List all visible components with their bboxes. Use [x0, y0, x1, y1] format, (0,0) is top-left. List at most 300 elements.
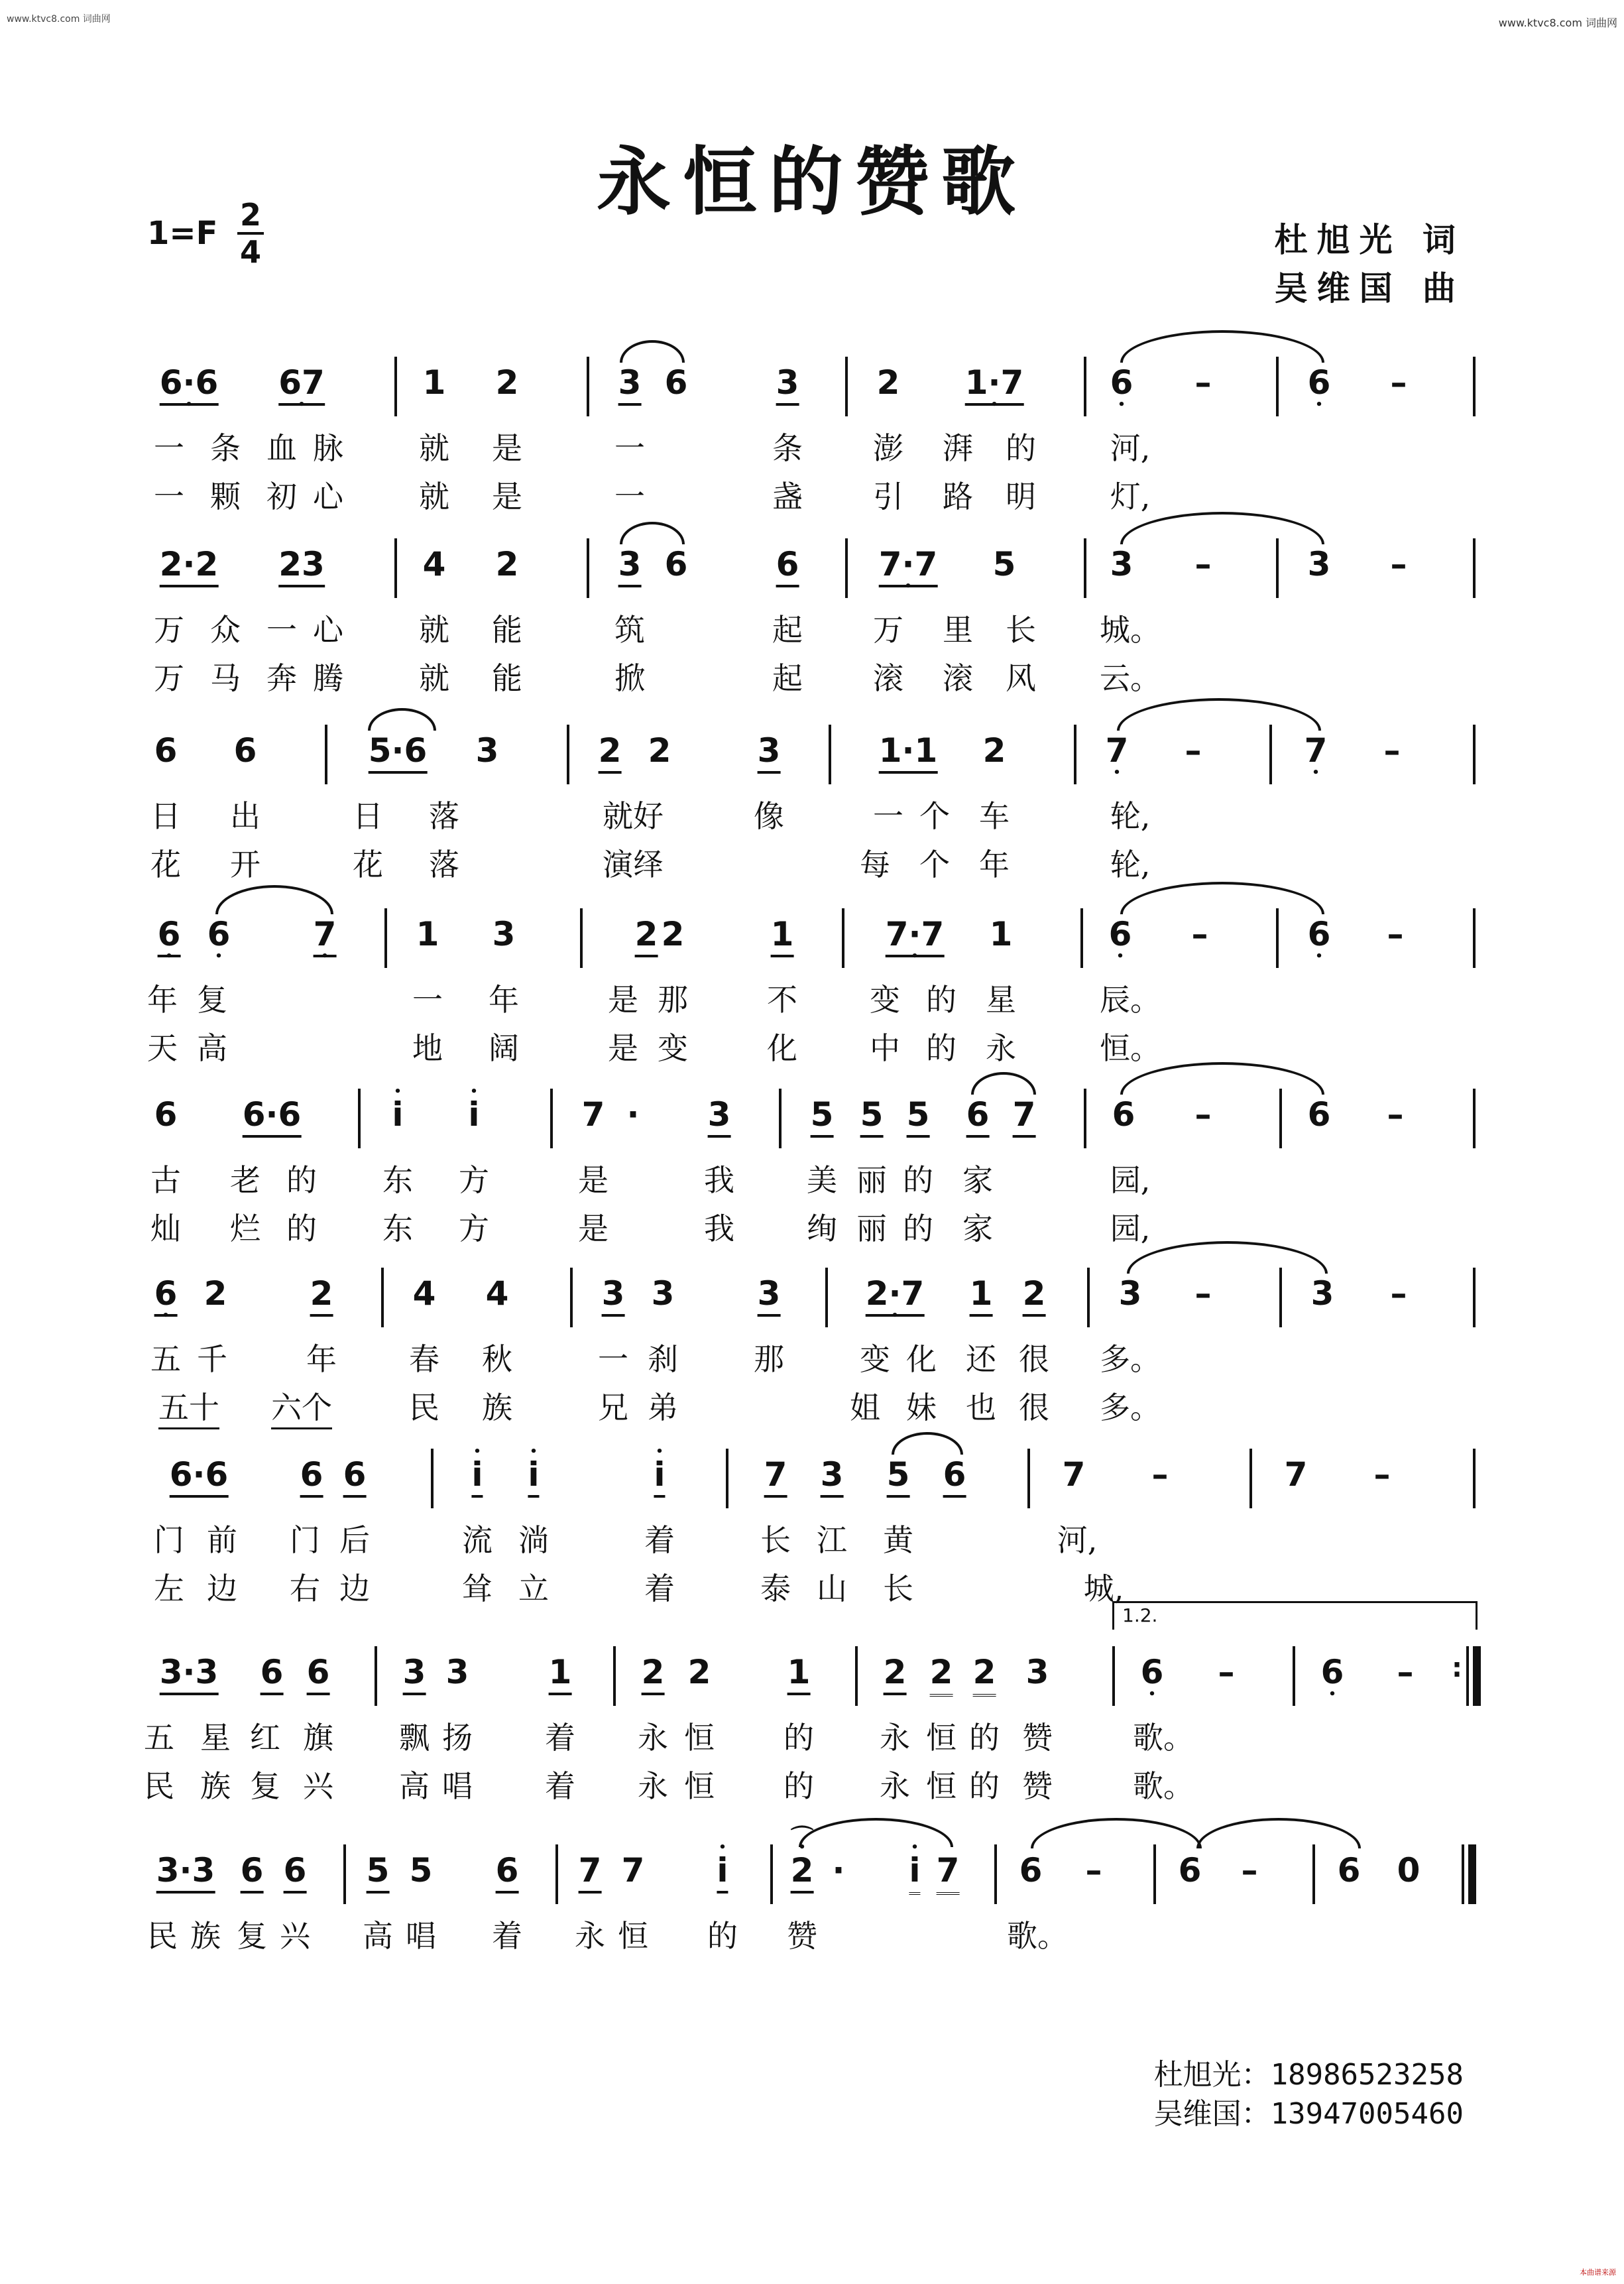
lyric: 的 [969, 1768, 1000, 1804]
lyric: 起 [772, 612, 803, 648]
time-top: 2 [239, 197, 261, 233]
lyric: 云。 [1100, 660, 1161, 696]
lyric: 就 [419, 479, 449, 514]
barline [1462, 1844, 1464, 1904]
barline [1276, 908, 1279, 968]
lyric: 家 [962, 1162, 993, 1198]
note: 6 [343, 1455, 367, 1498]
note: 1 [422, 363, 446, 402]
barline [1293, 1646, 1295, 1706]
lyric: 年 [306, 1341, 337, 1377]
lyric: 心 [313, 612, 343, 648]
lyric: 血 [266, 430, 297, 466]
lyric: 年 [489, 982, 519, 1018]
barline [855, 1646, 858, 1706]
barline [1084, 357, 1086, 416]
lyric: 左 [154, 1571, 184, 1606]
notes-line [0, 363, 1624, 416]
lyric: 边 [207, 1571, 237, 1606]
lyric: 还 [966, 1341, 996, 1377]
note: 3 [1307, 545, 1331, 583]
lyric: 歌。 [1133, 1720, 1194, 1756]
barline [1153, 1844, 1156, 1904]
lyric: 的 [286, 1162, 317, 1198]
system-5 [0, 1095, 1624, 1281]
barline [375, 1646, 377, 1706]
notes-line [0, 545, 1624, 598]
lyric: 中 [870, 1030, 900, 1066]
barline [555, 1844, 558, 1904]
lyric: 唱 [406, 1918, 436, 1954]
lyric: 园, [1110, 1162, 1151, 1198]
lyric: 车 [979, 798, 1010, 834]
note: 3 [776, 363, 799, 406]
lyric: 的 [1006, 430, 1036, 466]
note: 6 • [1321, 1653, 1344, 1691]
note: 7 • [314, 915, 337, 957]
note: · [626, 1095, 640, 1134]
lyric: 花 [150, 847, 181, 882]
lyric: 赞 [1022, 1720, 1053, 1756]
final-barline [1468, 1844, 1476, 1904]
note: 3 [821, 1455, 844, 1498]
lyric: 恒 [618, 1918, 648, 1954]
note: 6 [943, 1455, 966, 1498]
note: 2 [1023, 1274, 1046, 1317]
lyric: 边 [339, 1571, 370, 1606]
note: – [1373, 1455, 1391, 1494]
lyric: 五 [150, 1341, 181, 1377]
lyric: 一 [266, 612, 297, 648]
note: – [1390, 1274, 1407, 1313]
lyric: 恒 [684, 1720, 715, 1756]
lyric: 一 [154, 479, 184, 514]
note: 4 [422, 545, 446, 583]
notes-line [0, 915, 1624, 968]
lyric: 就好 [603, 798, 664, 834]
lyric: 化 [767, 1030, 797, 1066]
lyric: 一 [154, 430, 184, 466]
note: 3 [1118, 1274, 1142, 1313]
note: • i [528, 1455, 539, 1498]
lyric: 永 [880, 1768, 910, 1804]
lyric: 弟 [648, 1390, 678, 1425]
lyric: 高 [197, 1030, 227, 1066]
lyric: 演绎 [603, 847, 664, 882]
note: 7 • [1305, 731, 1328, 770]
note: – [1191, 915, 1208, 953]
barline [845, 357, 848, 416]
lyric: 立 [518, 1571, 549, 1606]
system-2 [0, 545, 1624, 731]
lyric: 高 [363, 1918, 393, 1954]
note: 7 [581, 1095, 605, 1134]
note: 5 [907, 1095, 930, 1138]
lyric: 年 [147, 982, 178, 1018]
barline [325, 725, 327, 784]
note: 1·7 • [965, 363, 1024, 406]
volta-label: 1.2. [1122, 1604, 1158, 1626]
lyric: 门 [154, 1522, 184, 1558]
lyric: 盏 [772, 479, 803, 514]
note: 6 [776, 545, 799, 587]
note: 7 [579, 1851, 602, 1893]
lyric: 的 [707, 1918, 738, 1954]
system-8 [0, 1604, 1624, 1838]
lyric: 五十 [158, 1384, 219, 1429]
lyric: 复 [197, 982, 227, 1018]
note: 6 • [1109, 915, 1132, 953]
lyric: 澎 [873, 430, 903, 466]
note: 0 [1397, 1851, 1421, 1890]
time-signature [237, 199, 264, 268]
lyric: 红 [250, 1720, 280, 1756]
note: 2 [648, 731, 671, 770]
note: – [1390, 545, 1407, 583]
lyric: 丽 [856, 1211, 887, 1246]
lyric: 山 [817, 1571, 847, 1606]
lyric: 五 [144, 1720, 174, 1756]
note: 2 [687, 1653, 711, 1691]
note: 6 [284, 1851, 307, 1893]
lyric: 东 [382, 1162, 413, 1198]
note: 7 [1013, 1095, 1036, 1138]
lyric: 那 [754, 1341, 784, 1377]
lyric: 着 [545, 1720, 575, 1756]
lyric: 日 [353, 798, 383, 834]
note: 3·3 [160, 1653, 219, 1695]
lyric: 永 [638, 1720, 668, 1756]
note: 6 [154, 1095, 178, 1134]
volta-bracket [1112, 1601, 1478, 1630]
lyric: 兴 [280, 1918, 310, 1954]
lyric: 美 [807, 1162, 837, 1198]
lyric: 开 [230, 847, 261, 882]
lyric: 淌 [518, 1522, 549, 1558]
lyric: 心 [313, 479, 343, 514]
lyric: 烂 [230, 1211, 261, 1246]
lyric: 灿 [150, 1211, 181, 1246]
lyric: 变 [860, 1341, 890, 1377]
lyric: 落 [429, 798, 459, 834]
note: 1 [771, 915, 794, 957]
lyric: 一 [412, 982, 443, 1018]
lyric: 也 [966, 1390, 996, 1425]
lyric: 滚 [943, 660, 973, 696]
lyric: 河, [1057, 1522, 1098, 1558]
note: 2·7 • [866, 1274, 925, 1317]
lyric: 起 [772, 660, 803, 696]
note: – [1194, 1095, 1212, 1134]
barline [587, 538, 589, 598]
lyric: 老 [230, 1162, 261, 1198]
system-1 [0, 363, 1624, 549]
lyric: 多。 [1100, 1390, 1161, 1425]
lyric: 赞 [787, 1918, 817, 1954]
note: 6 [307, 1653, 330, 1695]
note: 7 [764, 1455, 787, 1498]
barline [1074, 725, 1076, 784]
lyric: 是 [578, 1162, 609, 1198]
lyric: 扬 [442, 1720, 473, 1756]
lyric: 就 [419, 660, 449, 696]
lyric: 的 [286, 1211, 317, 1246]
note: 2 [930, 1653, 953, 1697]
site-watermark-right: www.ktvc8.com 词曲网 [1498, 17, 1617, 29]
note: 6 [664, 545, 688, 583]
barline [1276, 538, 1279, 598]
lyric: 一 [614, 479, 645, 514]
lyric: 园, [1110, 1211, 1151, 1246]
lyric: 万 [873, 612, 903, 648]
note: 7 • [1106, 731, 1129, 770]
lyric: 就 [419, 612, 449, 648]
lyric: 像 [754, 798, 784, 834]
lyric: 唱 [442, 1768, 473, 1804]
lyric: 是 [608, 982, 638, 1018]
lyric: 明 [1006, 479, 1036, 514]
note: – [1241, 1851, 1258, 1890]
lyric: 秋 [482, 1341, 512, 1377]
note: 6 [664, 363, 688, 402]
lyric: 兴 [303, 1768, 333, 1804]
lyric: 一 [598, 1341, 628, 1377]
note: 2 [635, 915, 658, 957]
lyric: 很 [1019, 1390, 1049, 1425]
barline [1473, 1089, 1476, 1148]
lyric: 腾 [313, 660, 343, 696]
note: 2 [203, 1274, 227, 1313]
barline [1312, 1844, 1315, 1904]
note: 6 • [207, 915, 231, 953]
notes-line [0, 1851, 1624, 1904]
lyric: 花 [353, 847, 383, 882]
note: 2 [876, 363, 900, 402]
lyric: 城, [1083, 1571, 1124, 1606]
lyric: 绚 [807, 1211, 837, 1246]
lyric: 我 [704, 1162, 734, 1198]
note: 7 [1062, 1455, 1086, 1494]
lyric: 长 [1006, 612, 1036, 648]
note: – [1387, 915, 1404, 953]
note: – [1387, 1095, 1404, 1134]
lyric: 恒 [684, 1768, 715, 1804]
lyric: 姐 [850, 1390, 880, 1425]
note: 3 [651, 1274, 675, 1313]
note: 6 • [154, 1274, 178, 1317]
lyric: 永 [638, 1768, 668, 1804]
note: 2 [495, 363, 519, 402]
site-watermark-left: www.ktvc8.com 词曲网 [7, 14, 111, 25]
note: 3 [1025, 1653, 1049, 1691]
barline [580, 908, 583, 968]
lyric: 地 [412, 1030, 443, 1066]
note: 5 [992, 545, 1016, 583]
note: 7·7 • [879, 545, 938, 587]
lyric: 一 [614, 430, 645, 466]
system-6 [0, 1274, 1624, 1460]
lyric: 城。 [1100, 612, 1161, 648]
lyric: 是 [492, 479, 522, 514]
note: 67 • [278, 363, 325, 406]
system-4 [0, 915, 1624, 1101]
barline [726, 1449, 728, 1508]
lyric: 的 [783, 1768, 814, 1804]
lyric: 的 [969, 1720, 1000, 1756]
contact-composer: 吴维国：13947005460 [1153, 2097, 1464, 2131]
note: 1 [989, 915, 1013, 953]
lyric: 族 [482, 1390, 512, 1425]
lyric: 我 [704, 1211, 734, 1246]
note: 7 [621, 1851, 645, 1890]
notes-line [0, 1455, 1624, 1508]
lyric: 民 [147, 1918, 178, 1954]
note: • 2 [791, 1851, 814, 1893]
lyric: 门 [290, 1522, 320, 1558]
note: – [1194, 363, 1212, 402]
lyric: 落 [429, 847, 459, 882]
notes-line [0, 731, 1624, 784]
note: 6 • [1110, 363, 1133, 402]
note: 6 • [1141, 1653, 1164, 1691]
lyric: 那 [658, 982, 688, 1018]
note: 5·6 [369, 731, 428, 774]
lyric: 一 [873, 798, 903, 834]
barline [1473, 538, 1476, 598]
lyric: 的 [903, 1211, 933, 1246]
lyric: 族 [200, 1768, 231, 1804]
lyric: 变 [658, 1030, 688, 1066]
note: • i [471, 1455, 483, 1498]
lyric: 民 [409, 1390, 439, 1425]
key-signature: 1=F [147, 215, 218, 252]
lyric: 马 [210, 660, 241, 696]
lyric: 路 [943, 479, 973, 514]
barline [994, 1844, 997, 1904]
note: 5 [811, 1095, 834, 1138]
note: – [1383, 731, 1401, 770]
lyric: 天 [147, 1030, 178, 1066]
note: 6 [233, 731, 257, 770]
lyric: 是 [492, 430, 522, 466]
barline [1084, 1089, 1086, 1148]
lyric: 多。 [1100, 1341, 1161, 1377]
lyric: 恒 [926, 1720, 957, 1756]
barline [1279, 1268, 1282, 1327]
note: 5 [409, 1851, 433, 1890]
lyric: 辰。 [1100, 982, 1161, 1018]
note: 6 [966, 1095, 990, 1138]
note: 5 [887, 1455, 910, 1498]
lyric: 恒 [926, 1768, 957, 1804]
barline [845, 538, 848, 598]
note: 2 [495, 545, 519, 583]
note: – [1218, 1653, 1235, 1691]
note: 1 [970, 1274, 993, 1317]
barline [1466, 1646, 1469, 1706]
note: • i [909, 1851, 920, 1895]
note: 1·1 [879, 731, 938, 774]
lyric: 年 [979, 847, 1010, 882]
lyric: 家 [962, 1211, 993, 1246]
barline [587, 357, 589, 416]
note: 6·6 [243, 1095, 302, 1138]
note: • i [392, 1095, 403, 1134]
lyric: 妹 [906, 1390, 937, 1425]
note: 3·3 [156, 1851, 215, 1893]
lyric: 初 [266, 479, 297, 514]
note: 3 [1310, 1274, 1334, 1313]
lyric: 东 [382, 1211, 413, 1246]
lyric: 里 [943, 612, 973, 648]
barline [1473, 357, 1476, 416]
note: 6·6 [170, 1455, 229, 1498]
lyric: 复 [250, 1768, 280, 1804]
footer-source: 本曲谱来源 [1580, 2268, 1616, 2277]
lyric: 方 [459, 1211, 489, 1246]
barline [384, 908, 387, 968]
lyric: 阔 [489, 1030, 519, 1066]
lyric: 歌。 [1133, 1768, 1194, 1804]
lyric: 刹 [648, 1341, 678, 1377]
lyric: 个 [919, 847, 950, 882]
lyricist-credit: 杜旭光 词 [1274, 220, 1465, 259]
lyric: 掀 [614, 660, 645, 696]
lyric: 着 [644, 1522, 675, 1558]
lyric: 恒。 [1100, 1030, 1161, 1066]
lyric: 变 [870, 982, 900, 1018]
note: 3 [708, 1095, 731, 1138]
lyric: 万 [154, 660, 184, 696]
lyric: 兄 [598, 1390, 628, 1425]
composer-credit: 吴维国 曲 [1274, 269, 1465, 308]
note: 2 [884, 1653, 907, 1695]
lyric: 星 [986, 982, 1016, 1018]
lyric: 黄 [883, 1522, 913, 1558]
lyric: 的 [903, 1162, 933, 1198]
note: 2 [642, 1653, 665, 1695]
lyric: 的 [783, 1720, 814, 1756]
lyric: 古 [150, 1162, 181, 1198]
note: 6 [261, 1653, 284, 1695]
note: 1 [549, 1653, 572, 1695]
lyric: 江 [817, 1522, 847, 1558]
lyric: 风 [1006, 660, 1036, 696]
note: 1 [416, 915, 439, 953]
lyric: 是 [608, 1030, 638, 1066]
lyric: 丽 [856, 1162, 887, 1198]
barline [394, 538, 397, 598]
lyric: 能 [492, 660, 522, 696]
lyric: 众 [210, 612, 241, 648]
note: 6 [1337, 1851, 1361, 1890]
lyric: 日 [150, 798, 181, 834]
note: – [1397, 1653, 1414, 1691]
notes-line [0, 1095, 1624, 1148]
barline [343, 1844, 346, 1904]
song-title: 永恒的赞歌 [597, 139, 1027, 225]
note: 3 [1110, 545, 1133, 583]
lyric: 很 [1019, 1341, 1049, 1377]
lyric: 的 [926, 982, 957, 1018]
lyric: 族 [190, 1918, 221, 1954]
note: – [1390, 363, 1407, 402]
lyric: 千 [197, 1341, 227, 1377]
repeat-barline [1473, 1646, 1481, 1706]
barline [1279, 1089, 1282, 1148]
note: 6 [1307, 1095, 1331, 1134]
note: · [832, 1851, 845, 1890]
